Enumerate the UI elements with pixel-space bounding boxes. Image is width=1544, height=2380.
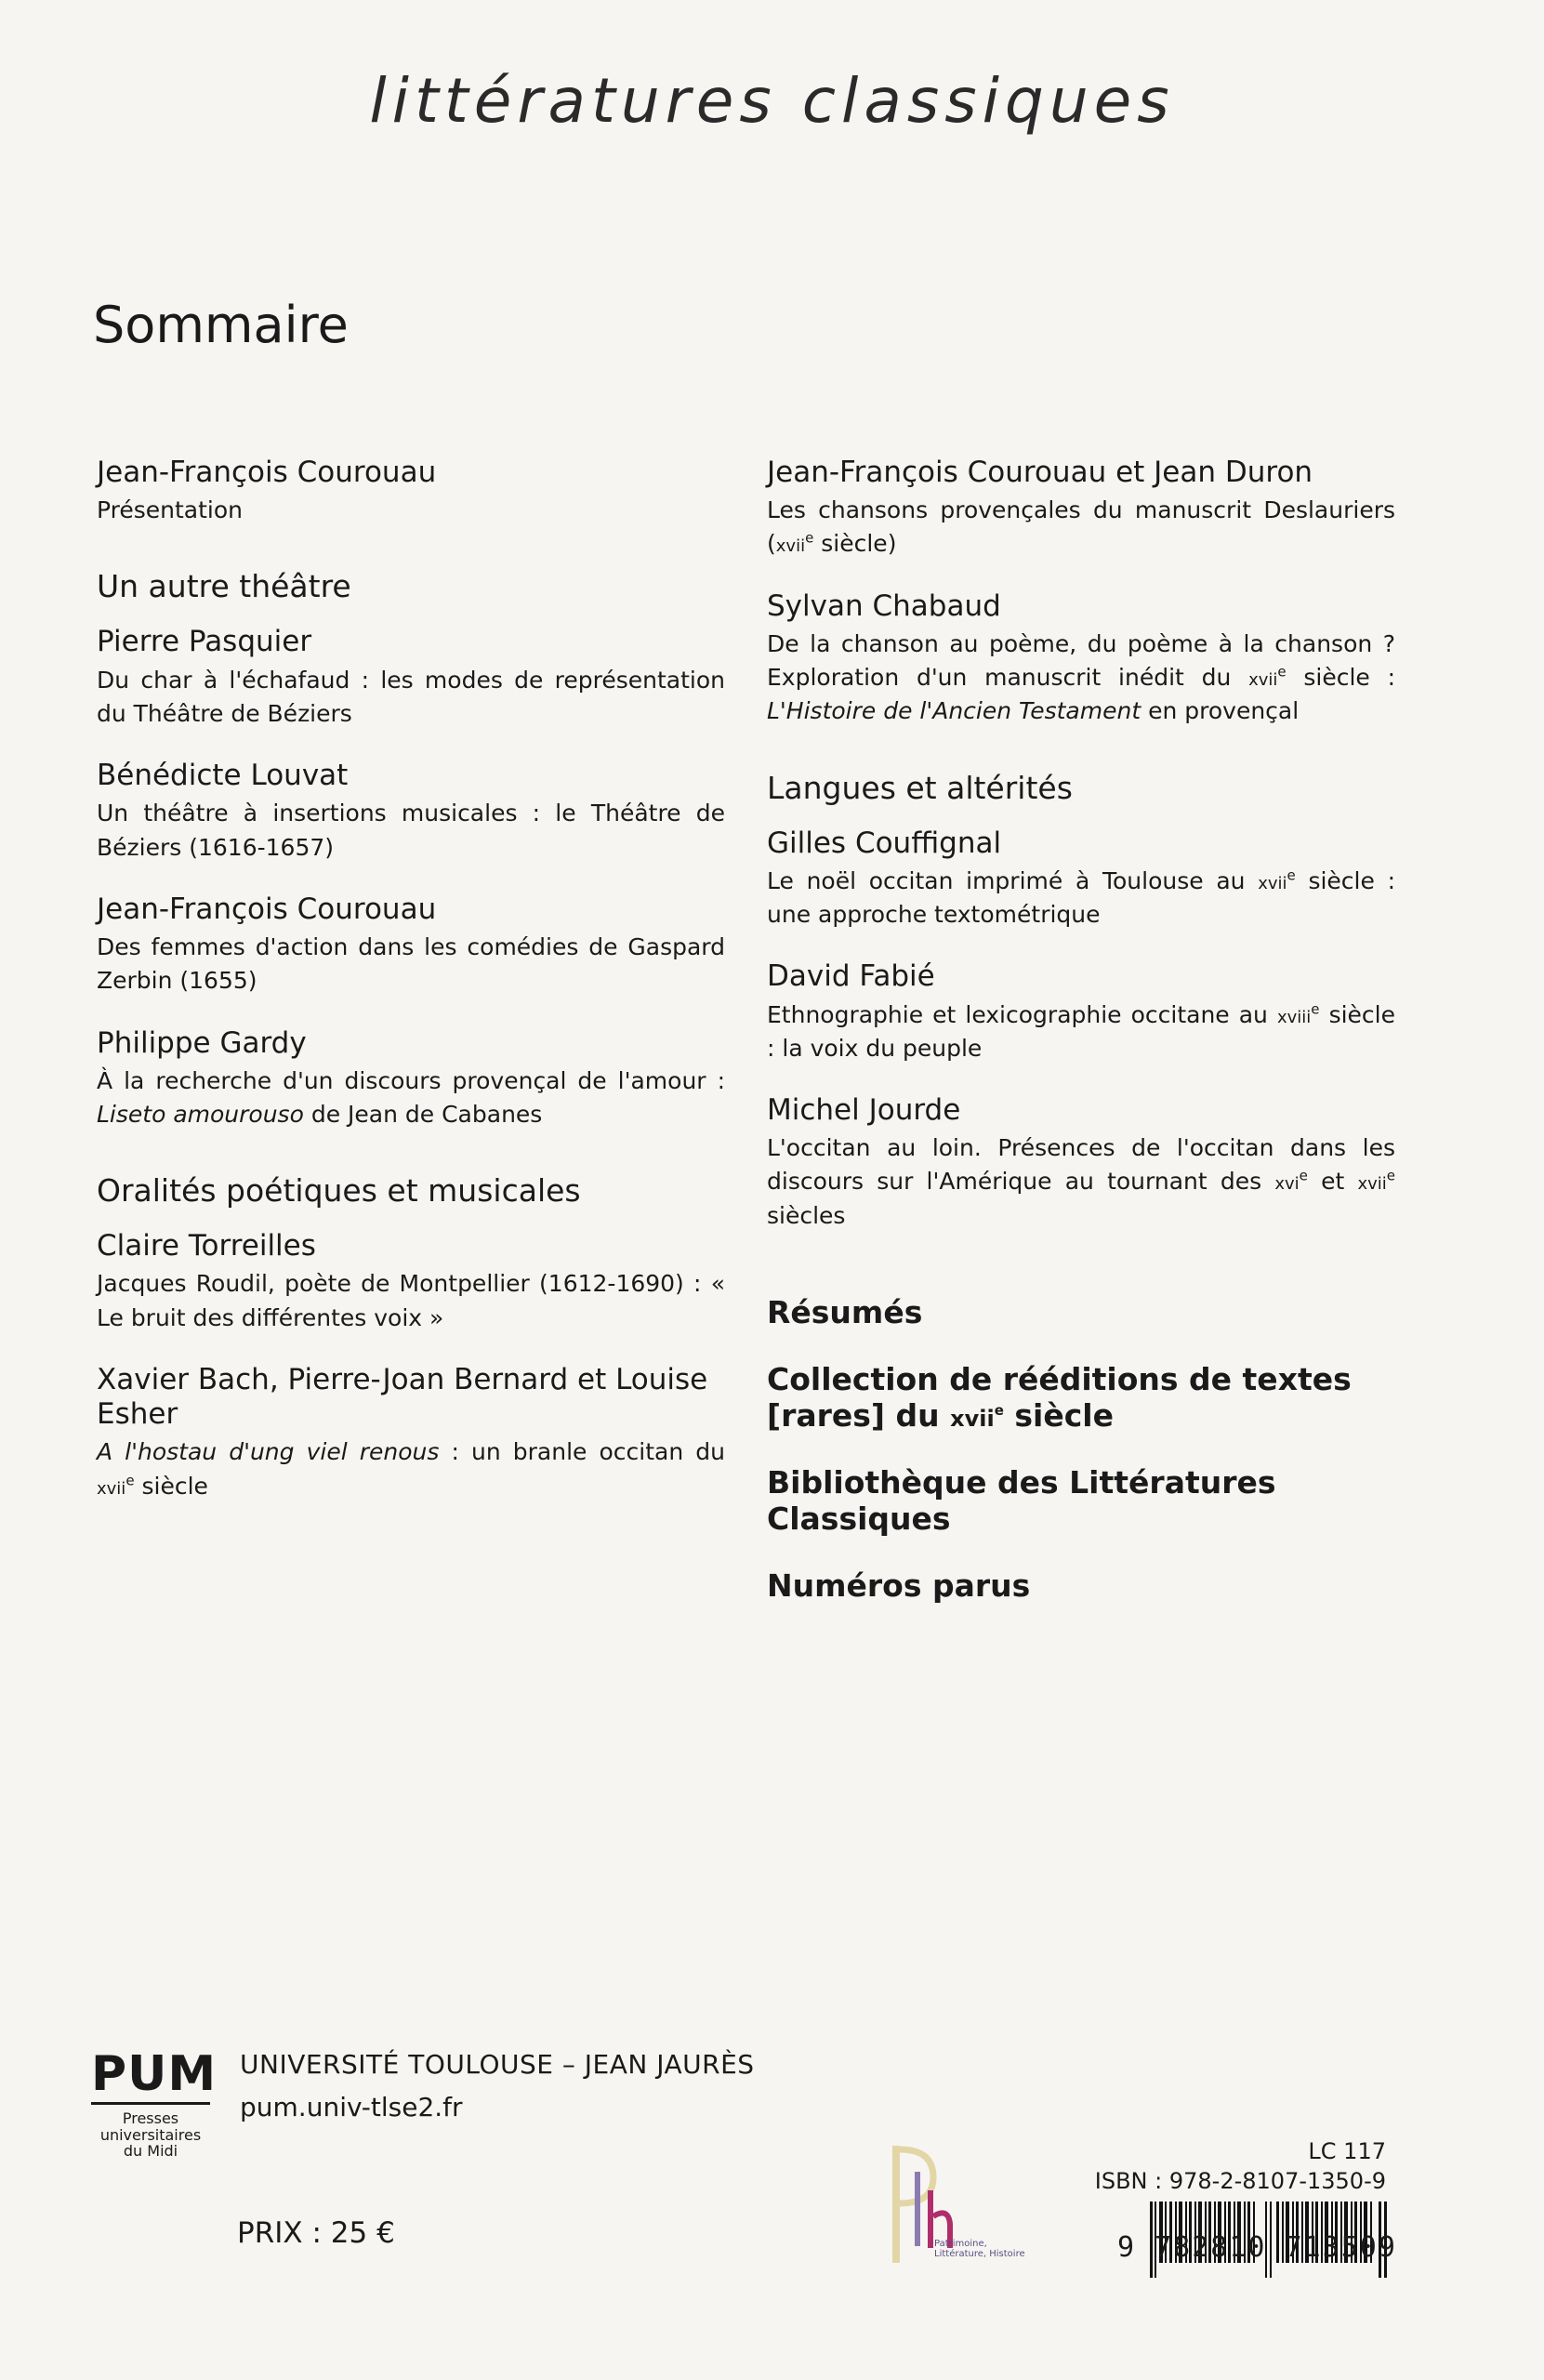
title-text: Les chansons provençales du manuscrit Deslauriers ( [767, 496, 1395, 558]
title-text: Ethnographie et lexicographie occitane au [767, 1000, 1268, 1028]
series-title: littératures classiques [369, 65, 1175, 137]
century-sup: e [1287, 866, 1296, 884]
entry-title [767, 494, 1395, 562]
entry-author: Jean-François Courouau [97, 892, 437, 926]
section-heading-langues: Langues et altérités [767, 769, 1073, 806]
entry-title [767, 998, 1395, 1066]
title-text: siècles [767, 1201, 846, 1229]
century-sup: e [1386, 1168, 1396, 1185]
entry-title: Présentation [97, 496, 244, 524]
century: xvii [1357, 1174, 1387, 1195]
pum-mark: PUM [91, 2050, 210, 2105]
toc-entry-chabaud[interactable] [767, 589, 1395, 729]
toc-resumes[interactable]: Résumés [767, 1293, 923, 1330]
entry-title: Jacques Roudil, poète de Montpellier (1612-1690) : « Le bruit des différentes voix » [97, 1270, 725, 1331]
pum-line2: universitaires [99, 2125, 202, 2144]
century-sup: e [125, 1472, 135, 1489]
toc-entry-torreilles[interactable] [97, 1229, 725, 1335]
title-text: siècle [141, 1472, 208, 1500]
title-text: siècle) [821, 530, 897, 558]
century: xvii [775, 536, 806, 557]
pum-line3: du Midi [123, 2142, 178, 2161]
entry-author: Jean-François Courouau et Jean Duron [767, 456, 1313, 489]
entry-author: Claire Torreilles [97, 1229, 316, 1263]
title-italic: Liseto amourouso [97, 1100, 304, 1128]
entry-title [767, 865, 1395, 932]
toc-entry-gardy[interactable] [97, 1026, 725, 1132]
title-text: siècle : [1303, 664, 1395, 692]
title-text: de Jean de Cabanes [310, 1100, 543, 1128]
isbn: ISBN : 978-2-8107-1350-9 [1094, 2168, 1386, 2194]
entry-author: Philippe Gardy [97, 1025, 307, 1060]
century: xvii [97, 1478, 126, 1499]
toc-entry-pasquier[interactable] [97, 625, 725, 731]
entry-author: Sylvan Chabaud [767, 588, 1001, 623]
section-heading-autre-theatre: Un autre théâtre [97, 568, 351, 605]
entry-title: Du char à l'échafaud : les modes de représentation du Théâtre de Béziers [97, 666, 725, 727]
entry-author: Jean-François Courouau [97, 456, 437, 489]
plh-caption: Patrimoine, Littérature, Histoire [934, 2239, 1025, 2259]
sommaire-heading: Sommaire [93, 296, 349, 354]
entry-title [97, 1435, 725, 1503]
century-sup: e [994, 1402, 1004, 1420]
entry-author: Michel Jourde [767, 1093, 961, 1127]
title-text: en provençal [1148, 697, 1300, 725]
collection-text: siècle [1014, 1397, 1114, 1435]
century: xvii [1258, 873, 1287, 893]
title-text: De la chanson au poème, du poème à la chanson ? Exploration d'un manuscrit inédit du [767, 629, 1395, 692]
century-sup: e [1311, 1000, 1320, 1018]
title-italic: A l'hostau d'ung viel renous [97, 1438, 440, 1466]
toc-left-column [97, 456, 725, 1531]
century: xvii [950, 1406, 995, 1433]
section-heading-oralites: Oralités poétiques et musicales [97, 1172, 581, 1210]
title-text: Le noël occitan imprimé à Toulouse au [767, 866, 1246, 894]
toc-right-column [767, 456, 1395, 1634]
toc-entry-couffignal[interactable] [767, 826, 1395, 932]
century-sup: e [1299, 1168, 1308, 1185]
toc-entry-courouau-femmes[interactable] [97, 892, 725, 998]
pum-logo [91, 2046, 218, 2161]
title-text: À la recherche d'un discours provençal de l'amour : [97, 1066, 725, 1094]
toc-entry-courouau-duron[interactable] [767, 456, 1395, 562]
entry-title [767, 628, 1395, 729]
entry-author: Pierre Pasquier [97, 625, 312, 659]
toc-numeros[interactable]: Numéros parus [767, 1567, 1031, 1604]
century: xviii [1276, 1007, 1312, 1027]
entry-author: Bénédicte Louvat [97, 759, 349, 793]
century: xvi [1274, 1174, 1300, 1195]
entry-title: Des femmes d'action dans les comédies de Gaspard Zerbin (1655) [97, 933, 725, 995]
toc-entry-louvat[interactable] [97, 759, 725, 865]
title-text: siècle : une approche textométrique [767, 866, 1395, 929]
entry-title [767, 1131, 1395, 1233]
entry-title [97, 1064, 725, 1132]
century-sup: e [1277, 663, 1287, 681]
university-name: UNIVERSITÉ TOULOUSE – JEAN JAURÈS [240, 2049, 755, 2080]
pum-line1: Presses [122, 2109, 179, 2127]
barcode-digits: 9 782810 713509 [1117, 2231, 1397, 2264]
entry-author: Xavier Bach, Pierre-Joan Bernard et Louise Esher [97, 1362, 708, 1432]
toc-collection[interactable] [767, 1361, 1395, 1435]
title-text: siècle : la voix du peuple [767, 1000, 1396, 1062]
title-text: : un branle occitan du [451, 1438, 726, 1466]
entry-title: Un théâtre à insertions musicales : le Théâtre de Béziers (1616-1657) [97, 800, 725, 861]
century: xvii [1248, 670, 1278, 691]
toc-entry-fabie[interactable] [767, 959, 1395, 1065]
publisher-url[interactable]: pum.univ-tlse2.fr [240, 2092, 463, 2122]
collection-text: Collection de rééditions de textes [rares] du [767, 1360, 1352, 1435]
entry-author: David Fabié [767, 959, 935, 994]
century-sup: e [805, 530, 814, 548]
toc-entry-jourde[interactable] [767, 1093, 1395, 1233]
price: PRIX : 25 € [237, 2216, 395, 2250]
title-italic: L'Histoire de l'Ancien Testament [767, 697, 1142, 725]
toc-entry-bach[interactable] [97, 1363, 725, 1503]
title-text: L'occitan au loin. Présences de l'occitan dans les discours sur l'Amérique au tournant des [767, 1134, 1395, 1196]
title-text: et [1321, 1168, 1345, 1196]
toc-bibliotheque[interactable]: Bibliothèque des Littératures Classiques [767, 1463, 1276, 1538]
toc-entry-presentation[interactable] [97, 456, 725, 527]
lc-number: LC 117 [1308, 2138, 1386, 2164]
entry-author: Gilles Couffignal [767, 826, 1002, 860]
